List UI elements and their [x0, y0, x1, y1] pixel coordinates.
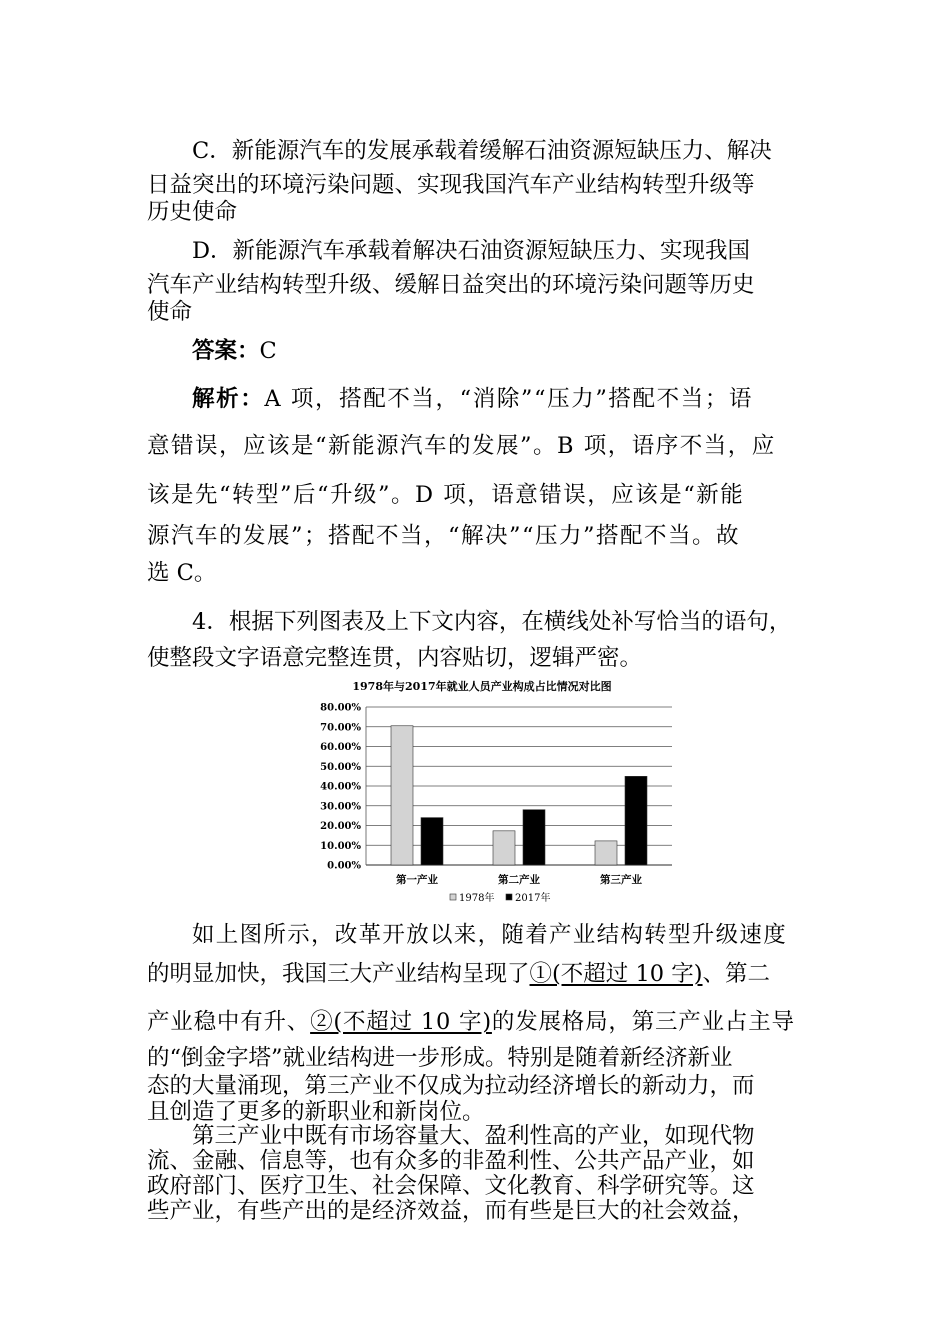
analysis-line-2: 意错误，应该是“新能源汽车的发展”。B 项，语序不当，应 — [147, 433, 776, 459]
bar-2017 — [625, 776, 647, 865]
chart-x-tick-labels — [396, 873, 642, 886]
y-tick-label: 30.00% — [320, 801, 361, 813]
passage-2-line-1: 第三产业中既有市场容量大、盈利性高的产业，如现代物 — [192, 1123, 755, 1149]
x-tick-label: 第二产业 — [498, 874, 540, 886]
bar-1978 — [391, 726, 413, 865]
option-d-line-3: 使命 — [147, 299, 193, 325]
passage-2-line-2: 流、金融、信息等，也有众多的非盈利性、公共产品产业，如 — [147, 1148, 755, 1174]
option-d-line-2: 汽车产业结构转型升级、缓解日益突出的环境污染问题等历史 — [147, 272, 755, 298]
option-c-line-3: 历史使命 — [147, 199, 238, 225]
chart-y-tick-labels — [320, 703, 361, 872]
blank-1: ①(不超过 10 字) — [529, 961, 703, 987]
answer — [192, 336, 277, 366]
option-c-line-1: C．新能源汽车的发展承载着缓解石油资源短缺压力、解决 — [192, 138, 772, 164]
x-tick-label: 第一产业 — [396, 874, 438, 886]
answer-value: C — [259, 338, 277, 364]
bar-1978 — [493, 831, 515, 865]
chart-title: 1978年与2017年就业人员产业构成占比情况对比图 — [352, 680, 612, 693]
passage-2-line-4: 些产业，有些产出的是经济效益，而有些是巨大的社会效益， — [147, 1198, 755, 1224]
passage-1-line-4: 的“倒金字塔”就业结构进一步形成。特别是随着新经济新业 — [147, 1045, 733, 1071]
y-tick-label: 40.00% — [320, 781, 361, 793]
legend-swatch — [450, 894, 456, 900]
passage-1-line-2 — [147, 959, 770, 989]
passage-1-line-5: 态的大量涌现，第三产业不仅成为拉动经济增长的新动力，而 — [147, 1073, 755, 1099]
blank-2: ②(不超过 10 字) — [310, 1009, 492, 1035]
analysis-line-5: 选 C。 — [147, 560, 217, 586]
analysis-line-1-text: A 项，搭配不当，“消除”“压力”搭配不当；语 — [264, 386, 754, 412]
passage-1-line-3-pre: 产业稳中有升、 — [147, 1009, 311, 1035]
y-tick-label: 50.00% — [320, 761, 361, 773]
y-tick-label: 0.00% — [327, 860, 361, 872]
passage-1-line-3 — [147, 1007, 795, 1037]
bar-1978 — [595, 841, 617, 865]
passage-1-line-2-post: 、第二 — [702, 961, 771, 987]
bar-2017 — [421, 818, 443, 865]
legend-label: 2017年 — [515, 893, 551, 904]
question-4-line-2: 使整段文字语意完整连贯，内容贴切，逻辑严密。 — [147, 645, 643, 671]
y-tick-label: 20.00% — [320, 821, 361, 832]
question-4-line-1: 4．根据下列图表及上下文内容，在横线处补写恰当的语句， — [192, 609, 792, 635]
analysis-label: 解析： — [192, 386, 265, 412]
answer-label: 答案： — [192, 338, 260, 364]
passage-1-line-1: 如上图所示，改革开放以来，随着产业结构转型升级速度 — [192, 922, 788, 948]
passage-2-line-3: 政府部门、医疗卫生、社会保障、文化教育、科学研究等。这 — [147, 1173, 755, 1199]
option-d-line-1: D．新能源汽车承载着解决石油资源短缺压力、实现我国 — [192, 238, 751, 264]
passage-1-line-2-pre: 的明显加快，我国三大产业结构呈现了 — [147, 961, 530, 987]
analysis-line-3: 该是先“转型”后“升级”。D 项，语意错误，应该是“新能 — [147, 482, 745, 508]
passage-1-line-6: 且创造了更多的新职业和新岗位。 — [147, 1099, 485, 1125]
legend-swatch — [506, 894, 512, 900]
analysis-line-1 — [192, 384, 753, 414]
y-tick-label: 10.00% — [320, 840, 361, 852]
y-tick-label: 60.00% — [320, 742, 361, 753]
legend-label: 1978年 — [459, 893, 495, 904]
y-tick-label: 80.00% — [320, 702, 361, 714]
option-c-line-2: 日益突出的环境污染问题、实现我国汽车产业结构转型升级等 — [147, 172, 755, 198]
passage-1-line-3-post: 的发展格局，第三产业占主导 — [491, 1009, 795, 1035]
analysis-line-4: 源汽车的发展”；搭配不当，“解决”“压力”搭配不当。故 — [147, 523, 741, 549]
employment-structure-chart — [310, 672, 690, 912]
chart-legend — [450, 891, 550, 904]
bar-2017 — [523, 810, 545, 865]
x-tick-label: 第三产业 — [600, 874, 642, 886]
y-tick-label: 70.00% — [320, 722, 361, 734]
